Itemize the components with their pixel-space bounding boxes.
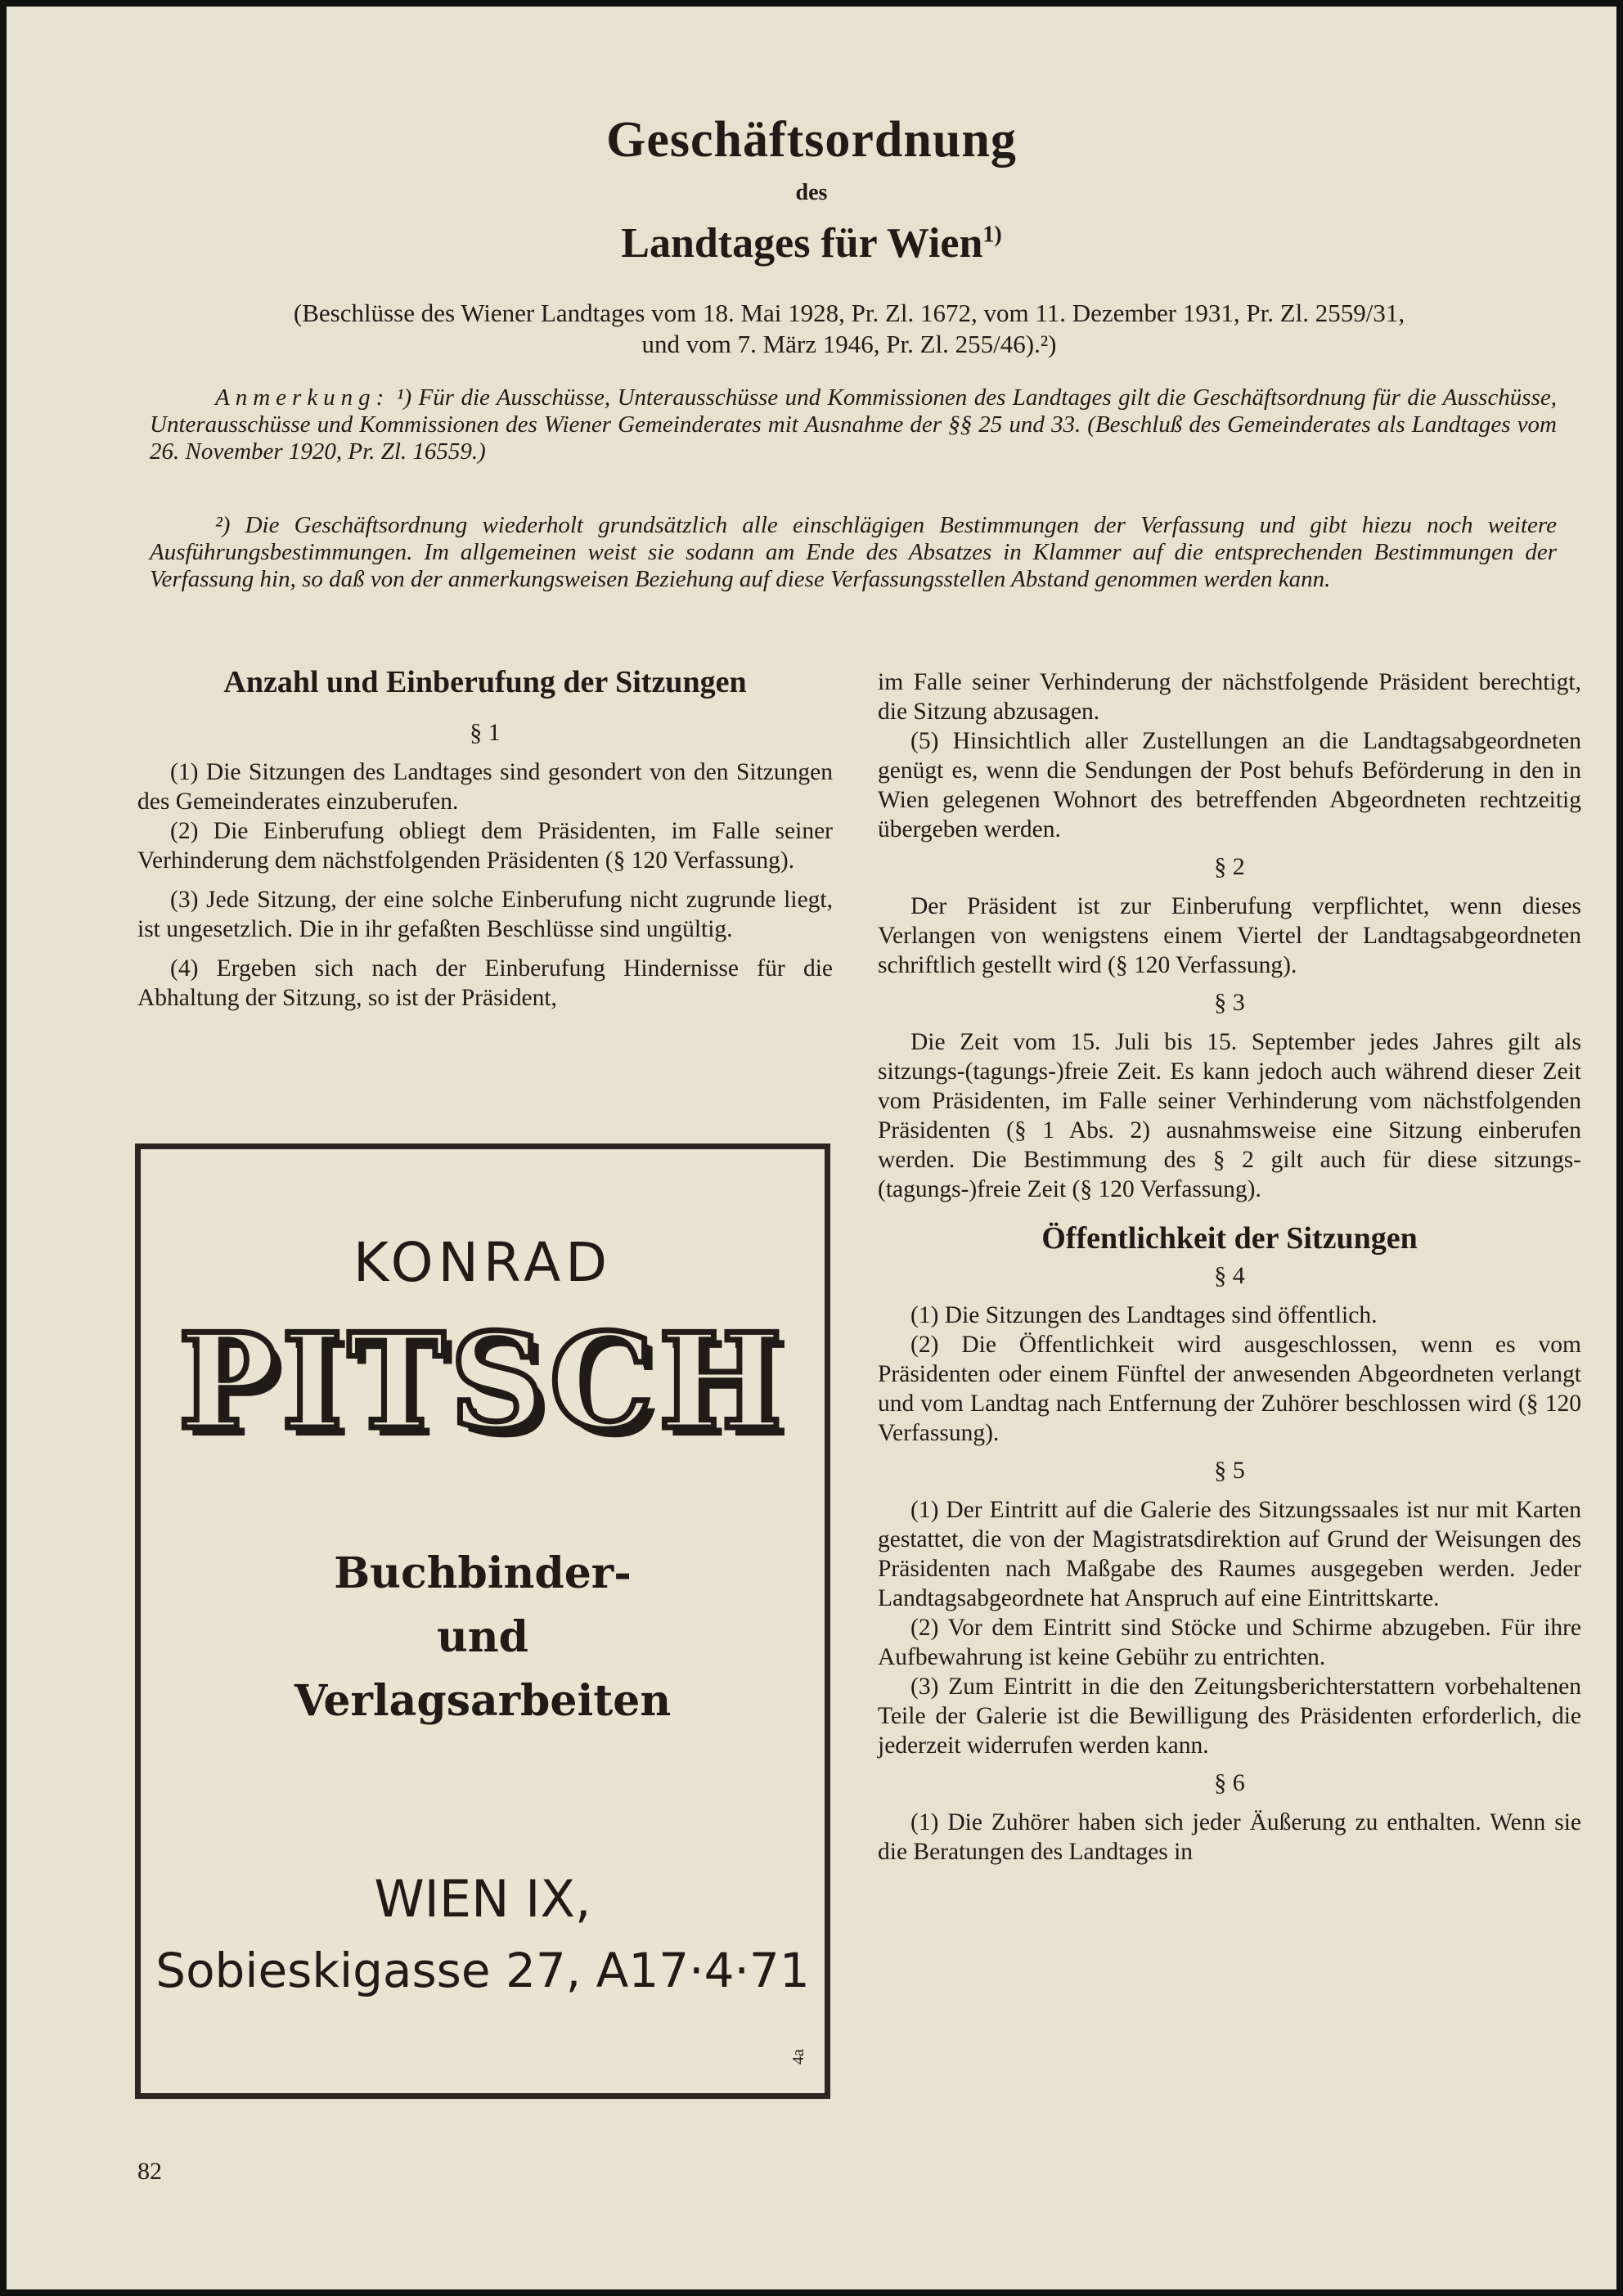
document-title: Geschäftsordnung [606, 112, 1017, 168]
document-subtitle [7, 219, 1616, 267]
ad-service-line-3: Verlagsarbeiten [294, 1676, 672, 1726]
s2-text: Der Präsident ist zur Einberufung verpflichtet, wenn dieses Verlangen von wenigstens einem Viertel der Landtagsabgeordneten schriftlich gestellt wird (§ 120 Verfassung). [878, 893, 1581, 978]
paragraph-sign-2: § 2 [1214, 853, 1245, 880]
s1-paragraph-1: (1) Die Sitzungen des Landtages sind gesondert von den Sitzungen des Gemeinderates einzuberufen. [137, 759, 833, 815]
paragraph-sign-6: § 6 [1214, 1769, 1245, 1796]
ad-services [141, 1542, 825, 1733]
s5-paragraph-2: (2) Vor dem Eintritt sind Stöcke und Schirme abzugeben. Für ihre Aufbewahrung ist keine Gebühr zu entrichten. [878, 1615, 1581, 1670]
subtitle-text: Landtages für Wien [621, 220, 983, 267]
s4-paragraph-2: (2) Die Öffentlichkeit wird ausgeschlossen, wenn es vom Präsidenten oder einem Fünftel der anwesenden Abgeordneten verlangt und vom Landtag nach Entfernung der Zuhörer beschlossen wird (§ 120 Verfassung). [878, 1332, 1581, 1446]
s5-paragraph-1: (1) Der Eintritt auf die Galerie des Sitzungssaales ist nur mit Karten gestattet, die von der Magistratsdirektion auf Grund der Weisungen des Präsidenten nach Maßgabe des Raumes ausgegeben werden. Jeder Landtagsabgeordnete hat Anspruch auf eine Eintrittskarte. [878, 1497, 1581, 1611]
ad-first-name: KONRAD [353, 1231, 613, 1294]
ad-code: 4a [789, 2049, 808, 2065]
decisions-line-2: und vom 7. März 1946, Pr. Zl. 255/46).²) [641, 330, 1057, 358]
s1-paragraph-4-continued: im Falle seiner Verhinderung der nächstfolgende Präsident berechtigt, die Sitzung abzusagen. [878, 669, 1581, 725]
decisions-line-1: (Beschlüsse des Wiener Landtages vom 18. Mai 1928, Pr. Zl. 1672, vom 11. Dezember 1931, Pr. Zl. 2559/31, [293, 299, 1405, 327]
section-heading-einberufung: Anzahl und Einberufung der Sitzungen [223, 665, 747, 699]
paragraph-sign-3: § 3 [1214, 989, 1245, 1016]
s1-paragraph-4: (4) Ergeben sich nach der Einberufung Hindernisse für die Abhaltung der Sitzung, so ist der Präsident, [137, 955, 833, 1011]
paragraph-sign-5: § 5 [1214, 1457, 1245, 1484]
s6-paragraph-1: (1) Die Zuhörer haben sich jeder Äußerung zu enthalten. Wenn sie die Beratungen des Landtages in [878, 1809, 1581, 1865]
footnote-label: Anmerkung: [215, 384, 390, 411]
decisions-note [154, 298, 1544, 360]
s1-paragraph-2: (2) Die Einberufung obliegt dem Präsidenten, im Falle seiner Verhinderung dem nächstfolgenden Präsidenten (§ 120 Verfassung). [137, 818, 833, 874]
s4-paragraph-1: (1) Die Sitzungen des Landtages sind öffentlich. [910, 1302, 1378, 1328]
right-column [878, 667, 1581, 1867]
ad-last-name: PITSCH [178, 1305, 788, 1458]
paragraph-sign-4: § 4 [1214, 1262, 1245, 1289]
footnote-1-text: ¹) Für die Ausschüsse, Unterausschüsse und Kommissionen des Landtages gilt die Geschäftsordnung für die Ausschüsse, Unterausschüsse und Kommissionen des Wiener Gemeinderates mit Ausnahme der §§ 25 und 33. (Beschluß des Gemeinderates als Landtages vom 26. November 1920, Pr. Zl. 16559.) [150, 384, 1558, 465]
s3-text: Die Zeit vom 15. Juli bis 15. September jedes Jahres gilt als sitzungs-(tagungs-)freie Zeit. Es kann jedoch auch während dieser Zeit vom Präsidenten, im Falle seiner Verhinderung vom nächstfolgenden Präsidenten (§ 1 Abs. 2) ausnahmsweise eine Sitzung einberufen werden. Die Bestimmung des § 2 gilt auch für diese sitzungs-(tagungs-)freie Zeit (§ 120 Verfassung). [878, 1029, 1581, 1202]
title-connector: des [795, 180, 828, 205]
section-heading-oeffentlichkeit: Öffentlichkeit der Sitzungen [1041, 1221, 1418, 1256]
left-column [137, 667, 833, 1013]
footnote-2: ²) Die Geschäftsordnung wiederholt grundsätzlich alle einschlägigen Bestimmungen der Verfassung und gibt hiezu noch weitere Ausführungsbestimmungen. Im allgemeinen weist sie sodann am Ende des Absatzes in Klammer auf die entsprechenden Bestimmungen der Verfassung hin, so daß von der anmerkungsweisen Beziehung auf diese Verfassungsstellen Abstand genommen werden kann. [150, 512, 1557, 592]
ad-service-line-1: Buchbinder- [334, 1548, 632, 1598]
ad-address: Sobieskigasse 27, A17·4·71 [155, 1943, 810, 1998]
footnote-1 [150, 384, 1557, 465]
advertisement-box [135, 1144, 830, 2099]
s1-paragraph-3: (3) Jede Sitzung, der eine solche Einberufung nicht zugrunde liegt, ist ungesetzlich. Die in ihr gefaßten Beschlüsse sind ungültig. [137, 887, 833, 942]
ad-service-line-2: und [437, 1612, 528, 1662]
page-number: 82 [137, 2158, 162, 2185]
subtitle-footnote-marker: 1) [982, 222, 1002, 248]
paragraph-sign-1: § 1 [470, 719, 501, 746]
s5-paragraph-3: (3) Zum Eintritt in die den Zeitungsberichterstattern vorbehaltenen Teile der Galerie ist die Bewilligung des Präsidenten erforderlich, die jederzeit widerrufen werden kann. [878, 1674, 1581, 1759]
ad-city: WIEN IX, [374, 1869, 591, 1929]
s1-paragraph-5: (5) Hinsichtlich aller Zustellungen an die Landtagsabgeordneten genügt es, wenn die Sendungen der Post behufs Beförderung in den in Wien gelegenen Wohnort des betreffenden Abgeordneten rechtzeitig übergeben werden. [878, 728, 1581, 842]
